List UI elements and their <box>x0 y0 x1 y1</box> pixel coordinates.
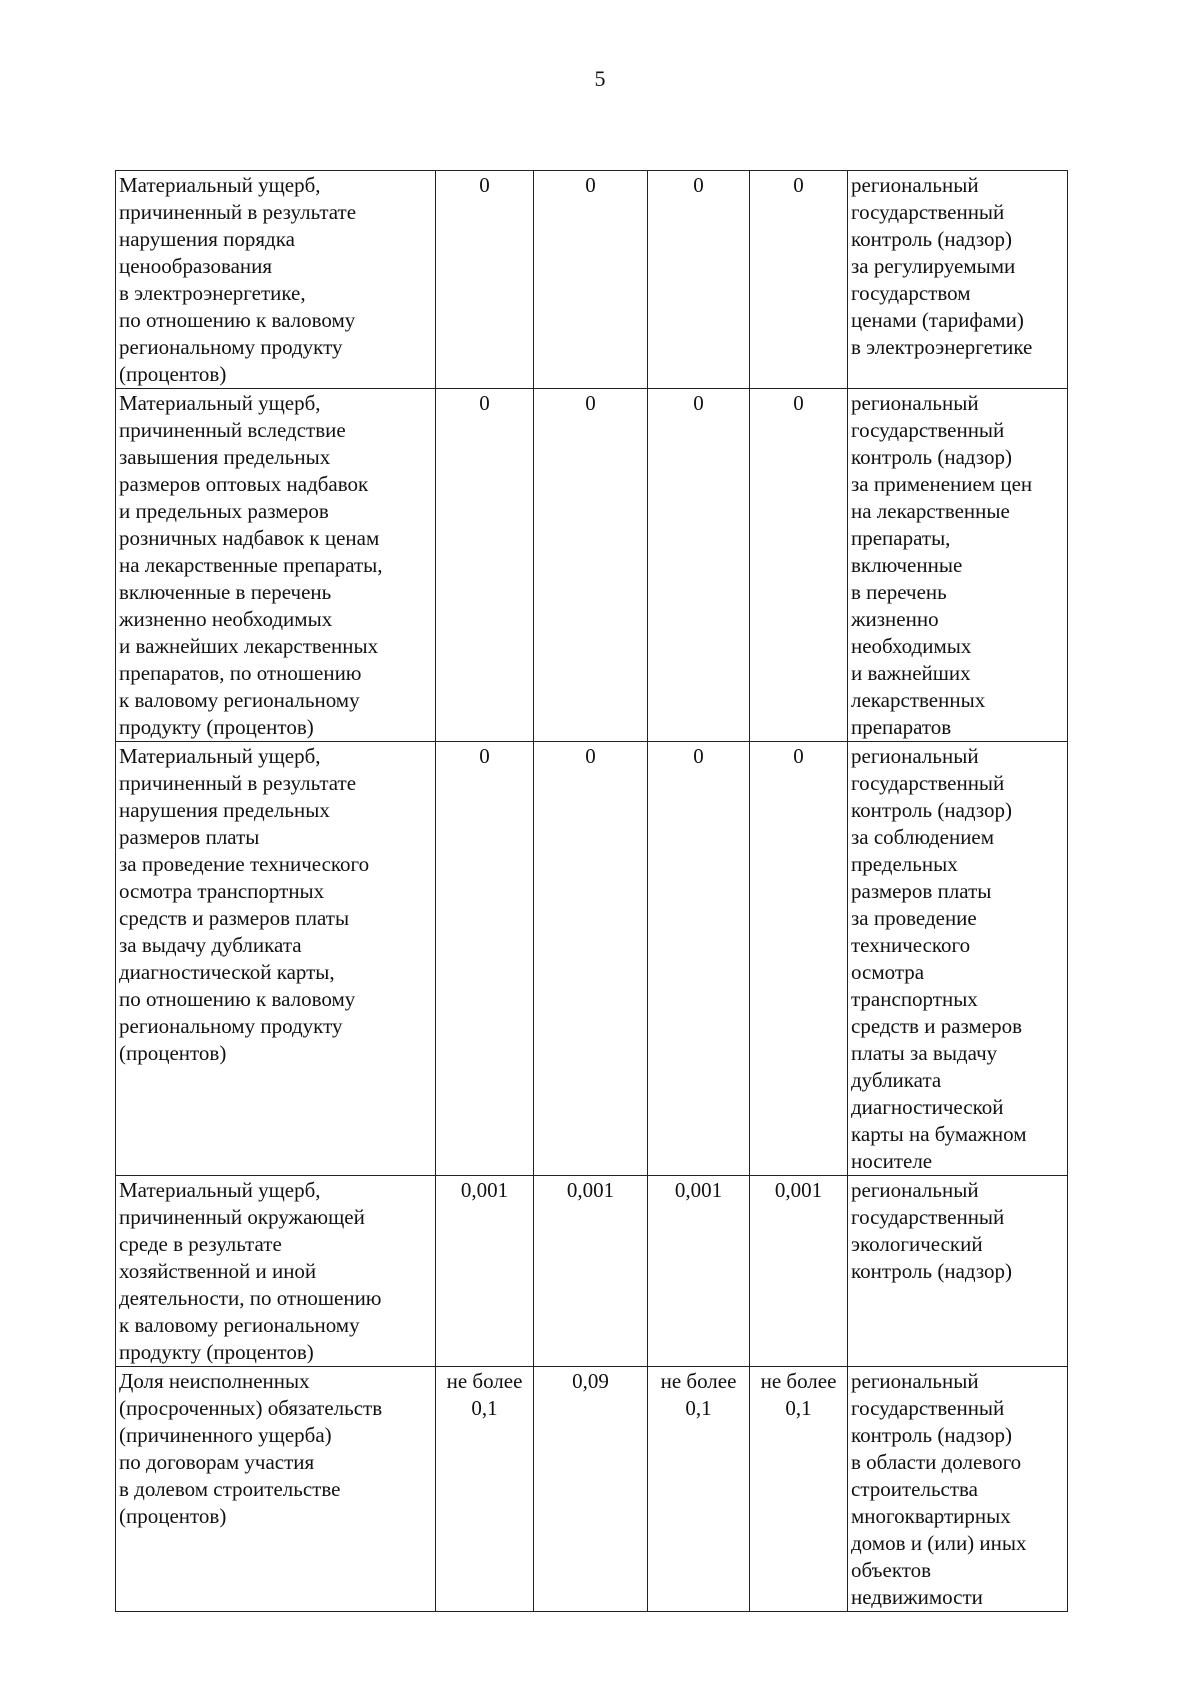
indicators-table <box>115 170 1068 1612</box>
value-cell: 0 <box>534 171 648 389</box>
value-cell: 0 <box>648 171 750 389</box>
table-row <box>116 1367 1068 1612</box>
control-type-cell: региональный государственный контроль (надзор) за регулируемыми государством ценами (тарифами) в электроэнергетике <box>848 171 1068 389</box>
value-cell: 0 <box>436 742 534 1176</box>
value-cell: 0,09 <box>534 1367 648 1612</box>
value-cell: 0 <box>648 742 750 1176</box>
value-cell: 0 <box>436 171 534 389</box>
table-row <box>116 171 1068 389</box>
value-cell: 0,001 <box>436 1176 534 1367</box>
value-cell: не более 0,1 <box>436 1367 534 1612</box>
value-cell: 0 <box>750 389 848 742</box>
control-type-cell: региональный государственный контроль (надзор) за соблюдением предельных размеров платы за проведение технического осмотра транспортных средств и размеров платы за выдачу дубликата диагностической карты на бумажном носителе <box>848 742 1068 1176</box>
indicator-cell: Материальный ущерб, причиненный в результате нарушения порядка ценообразования в электроэнергетике, по отношению к валовому региональному продукту (процентов) <box>116 171 436 389</box>
indicator-cell: Материальный ущерб, причиненный вследствие завышения предельных размеров оптовых надбавок и предельных размеров розничных надбавок к ценам на лекарственные препараты, включенные в перечень жизненно необходимых и важнейших лекарственных препаратов, по отношению к валовому региональному продукту (процентов) <box>116 389 436 742</box>
table-row <box>116 389 1068 742</box>
value-cell: 0 <box>534 742 648 1176</box>
control-type-cell: региональный государственный экологический контроль (надзор) <box>848 1176 1068 1367</box>
value-cell: 0 <box>750 171 848 389</box>
control-type-cell: региональный государственный контроль (надзор) за применением цен на лекарственные препараты, включенные в перечень жизненно необходимых и важнейших лекарственных препаратов <box>848 389 1068 742</box>
value-cell: не более 0,1 <box>648 1367 750 1612</box>
value-cell: 0 <box>648 389 750 742</box>
indicator-cell: Материальный ущерб, причиненный в результате нарушения предельных размеров платы за проведение технического осмотра транспортных средств и размеров платы за выдачу дубликата диагностической карты, по отношению к валовому региональному продукту (процентов) <box>116 742 436 1176</box>
page-number: 5 <box>594 66 606 91</box>
control-type-cell: региональный государственный контроль (надзор) в области долевого строительства многоквартирных домов и (или) иных объектов недвижимости <box>848 1367 1068 1612</box>
value-cell: 0,001 <box>750 1176 848 1367</box>
value-cell: 0,001 <box>534 1176 648 1367</box>
value-cell: не более 0,1 <box>750 1367 848 1612</box>
indicator-cell: Материальный ущерб, причиненный окружающей среде в результате хозяйственной и иной деятельности, по отношению к валовому региональному продукту (процентов) <box>116 1176 436 1367</box>
table-row <box>116 742 1068 1176</box>
value-cell: 0 <box>750 742 848 1176</box>
table-row <box>116 1176 1068 1367</box>
indicator-cell: Доля неисполненных (просроченных) обязательств (причиненного ущерба) по договорам участия в долевом строительстве (процентов) <box>116 1367 436 1612</box>
value-cell: 0 <box>436 389 534 742</box>
value-cell: 0 <box>534 389 648 742</box>
value-cell: 0,001 <box>648 1176 750 1367</box>
